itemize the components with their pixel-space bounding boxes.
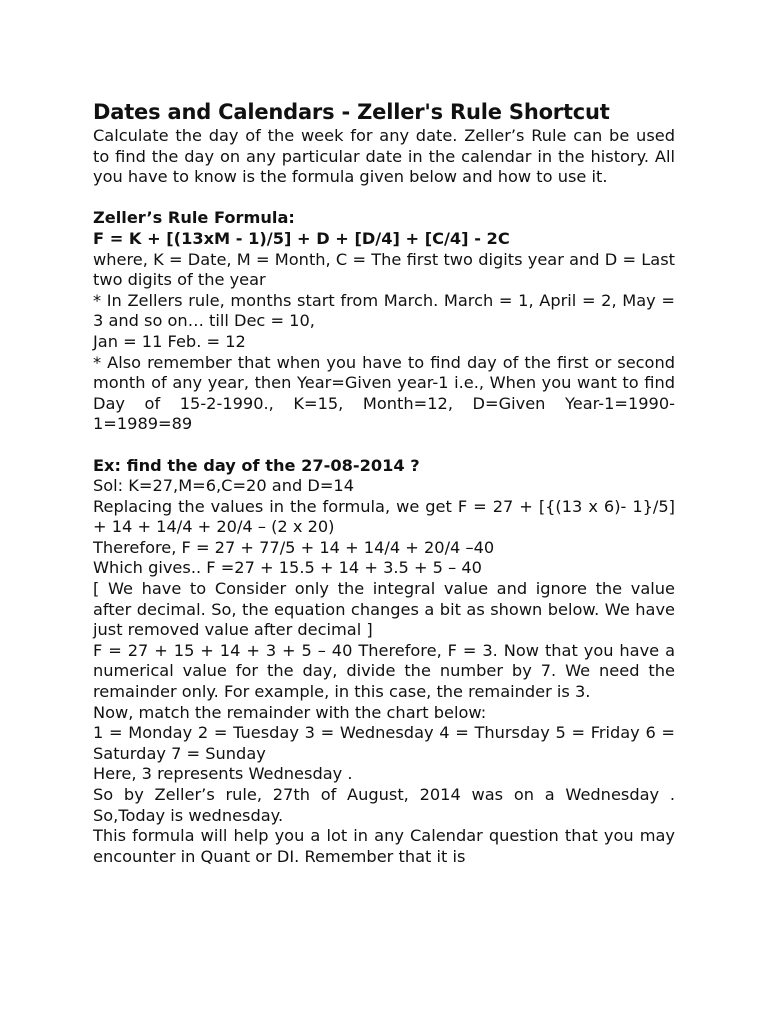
therefore-step: Therefore, F = 27 + 77/5 + 14 + 14/4 + 20/4 –40 xyxy=(93,537,495,557)
formula-legend: where, K = Date, M = Month, C = The first two digits year and D = Last two digits of the year xyxy=(93,249,675,290)
conclusion-paragraph: So by Zeller’s rule, 27th of August, 2014 was on a Wednesday . So,Today is wednesday. xyxy=(93,785,675,825)
integral-value-note: [ We have to Consider only the integral value and ignore the value after decimal. So, the equation changes a bit as shown below. We have just removed value after decimal ] xyxy=(93,579,675,640)
months-note-continued: Jan = 11 Feb. = 12 xyxy=(93,331,246,351)
intro-paragraph: Calculate the day of the week for any date. Zeller’s Rule can be used to find the day on any particular date in the calendar in the history. All you have to know is the formula given below and how to use it. xyxy=(93,126,675,187)
closing-paragraph: This formula will help you a lot in any Calendar question that you may encounter in Quant or DI. Remember that it is xyxy=(93,826,675,866)
solution-values: Sol: K=27,M=6,C=20 and D=14 xyxy=(93,476,355,496)
match-instruction: Now, match the remainder with the chart below: xyxy=(93,702,487,722)
document-page xyxy=(93,98,675,867)
replacing-step: Replacing the values in the formula, we get F = 27 + [{(13 x 6)- 1}/5] + 14 + 14/4 + 20/4 – (2 x 20) xyxy=(93,496,675,537)
formula-heading: Zeller’s Rule Formula: xyxy=(93,208,295,228)
formula-text: F = K + [(13xM - 1)/5] + D + [D/4] + [C/4] - 2C xyxy=(93,228,510,248)
remainder-meaning: Here, 3 represents Wednesday . xyxy=(93,764,353,784)
which-gives-step: Which gives.. F =27 + 15.5 + 14 + 3.5 + 5 – 40 xyxy=(93,558,482,578)
page-title: Dates and Calendars - Zeller's Rule Shortcut xyxy=(93,100,610,124)
spacer xyxy=(93,188,675,209)
result-paragraph: F = 27 + 15 + 14 + 3 + 5 – 40 Therefore, F = 3. Now that you have a numerical value for the day, divide the number by 7. We need the remainder only. For example, in this case, the remainder is 3. xyxy=(93,640,675,702)
example-heading: Ex: find the day of the 27-08-2014 ? xyxy=(93,455,420,475)
months-note: * In Zellers rule, months start from March. March = 1, April = 2, May = 3 and so on… till Dec = 10, xyxy=(93,290,675,331)
day-chart: 1 = Monday 2 = Tuesday 3 = Wednesday 4 = Thursday 5 = Friday 6 = Saturday 7 = Sunday xyxy=(93,723,675,763)
first-second-month-note: * Also remember that when you have to find day of the first or second month of any year, then Year=Given year-1 i.e., When you want to find Day of 15-2-1990., K=15, Month=12, D=Given Year-1=1990-1=1989=89 xyxy=(93,352,675,434)
spacer xyxy=(93,435,675,456)
